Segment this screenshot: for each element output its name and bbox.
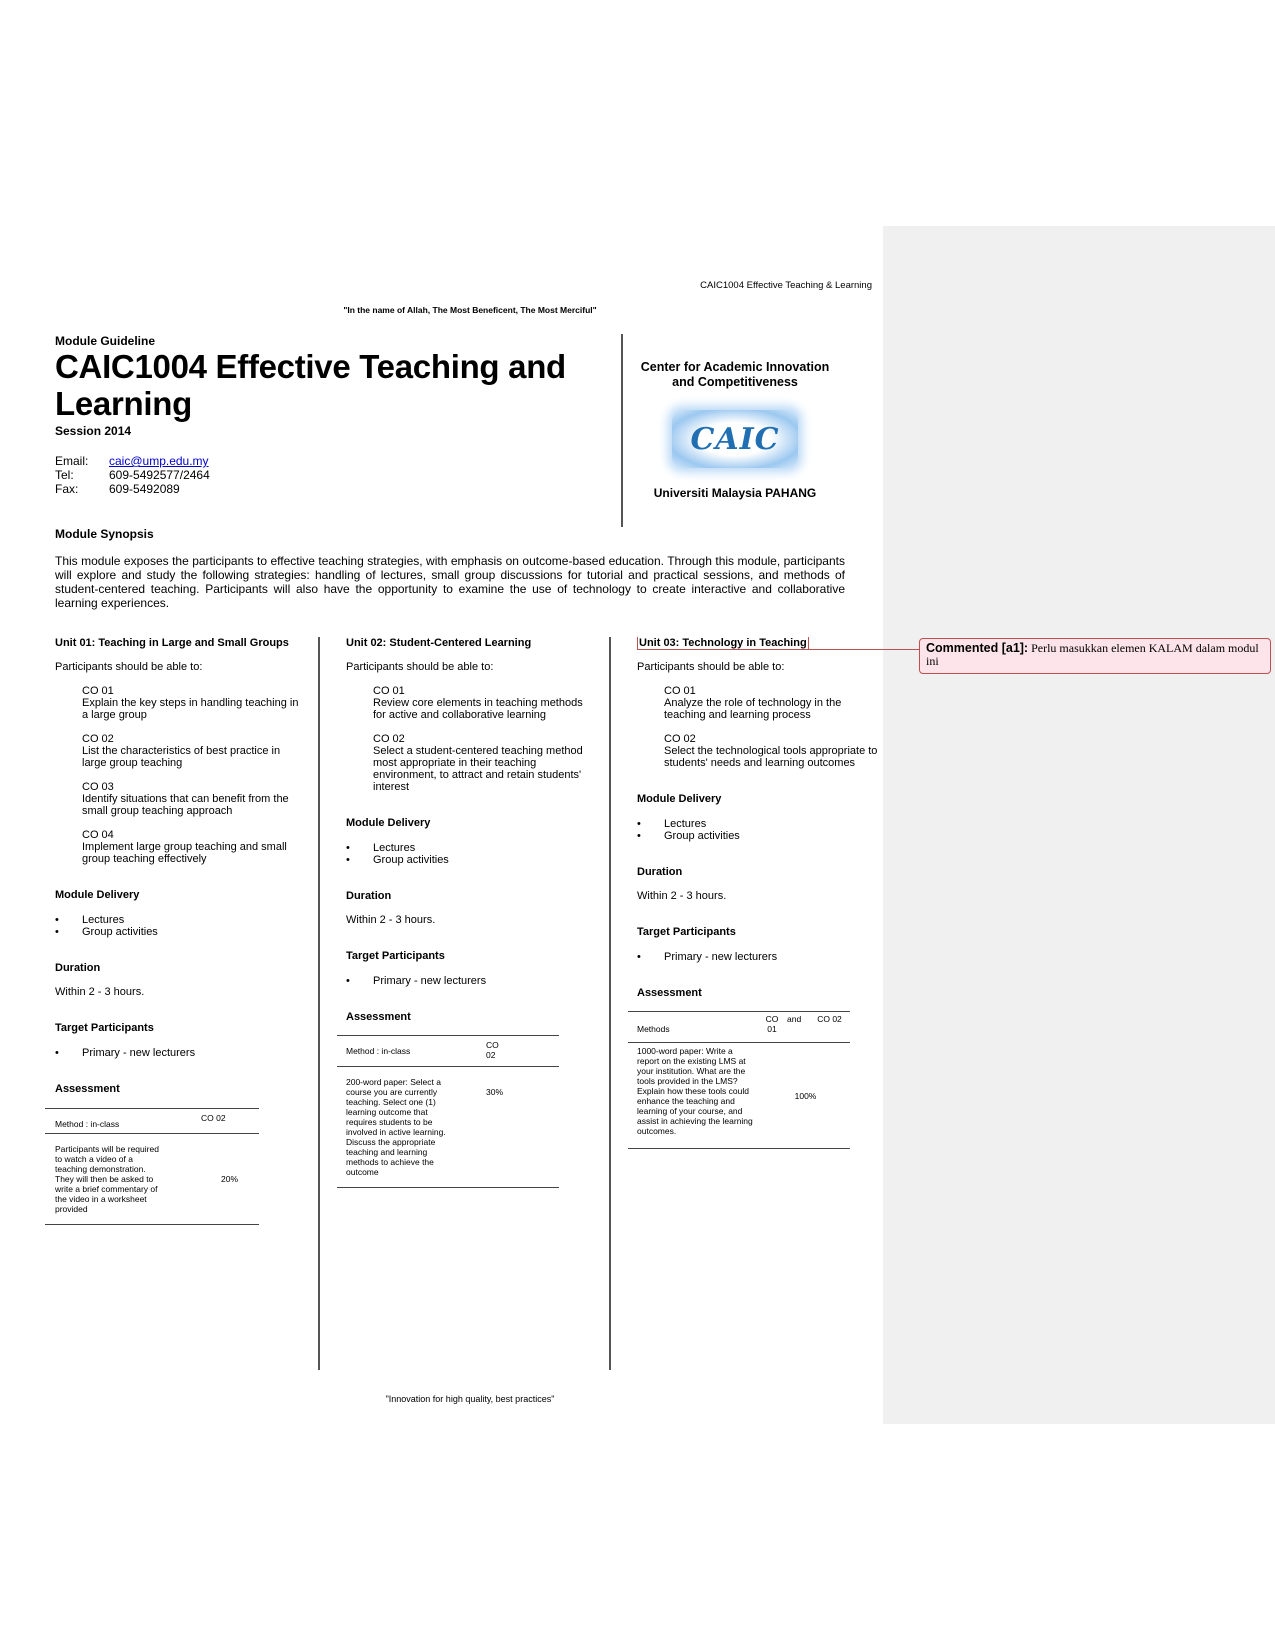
table-cell: 20%: [221, 1174, 239, 1184]
unit-02-column: [346, 637, 591, 1188]
target-heading: Target Participants: [346, 950, 445, 962]
unit-heading: Unit 01: Teaching in Large and Small Groups: [55, 637, 289, 649]
table-header: and: [787, 1014, 802, 1024]
tel-value: 609-5492577/2464: [109, 468, 210, 482]
unit-01-column: [55, 637, 300, 1225]
target-list: [637, 951, 882, 963]
co-text: Select the technological tools appropriate to students' needs and learning outcomes: [664, 745, 878, 769]
co-item: [82, 685, 300, 721]
table-row: [337, 1067, 559, 1188]
table-cell: 100%: [794, 1091, 817, 1101]
comment-pane: [883, 226, 1275, 1424]
email-link[interactable]: caic@ump.edu.my: [109, 454, 209, 468]
comment-author: Commented [a1]:: [926, 641, 1029, 655]
delivery-list: [346, 842, 591, 866]
duration-text: Within 2 - 3 hours.: [55, 986, 145, 998]
contact-block: [55, 454, 210, 496]
co-item: [664, 685, 882, 721]
tel-label: Tel:: [55, 468, 74, 482]
assessment-table: [628, 1011, 850, 1149]
synopsis-text: This module exposes the participants to effective teaching strategies, with emphasis on outcome-based education. Through this module, participants will explore and study the following strategies: handling of lectures, small group discussions for tutorial and practical sessions, and methods of student-centered teaching. Participants will also have the opportunity to examine the use of technology to create interactive and collaborative learning experiences.: [55, 554, 845, 610]
co-code: CO 01: [82, 685, 114, 697]
university-name: Universiti Malaysia PAHANG: [653, 486, 817, 500]
assessment-table: [337, 1035, 559, 1188]
table-header: Methods: [637, 1024, 670, 1034]
table-header: Method : in-class: [55, 1119, 120, 1129]
unit-intro: Participants should be able to:: [55, 661, 203, 673]
target-heading: Target Participants: [637, 926, 736, 938]
email-label: Email:: [55, 454, 89, 468]
fax-label: Fax:: [55, 482, 79, 496]
co-text: List the characteristics of best practice in large group teaching: [82, 745, 281, 769]
co-item: [373, 733, 591, 793]
delivery-heading: Module Delivery: [346, 817, 431, 829]
co-text: Identify situations that can benefit from the small group teaching approach: [82, 793, 289, 817]
co-item: [664, 733, 882, 769]
co-code: CO 02: [664, 733, 696, 745]
delivery-heading: Module Delivery: [55, 889, 140, 901]
duration-text: Within 2 - 3 hours.: [346, 914, 436, 926]
delivery-list: [637, 818, 882, 842]
assessment-table: [45, 1108, 259, 1225]
comment-text: Perlu masukkan elemen KALAM dalam modul ini: [926, 641, 1259, 668]
running-header: CAIC1004 Effective Teaching & Learning: [700, 280, 872, 291]
page-title: CAIC1004 Effective Teaching and Learning: [55, 348, 566, 422]
assessment-heading: Assessment: [346, 1011, 411, 1023]
target-list: [346, 975, 591, 987]
list-item: • Group activities: [55, 926, 158, 938]
column-divider-2: [609, 637, 611, 1370]
co-text: Analyze the role of technology in the teaching and learning process: [664, 697, 842, 721]
list-item: • Primary - new lecturers: [637, 951, 778, 963]
delivery-heading: Module Delivery: [637, 793, 722, 805]
logo-text: CAIC: [690, 421, 780, 457]
assessment-heading: Assessment: [55, 1083, 120, 1095]
table-row: [45, 1134, 259, 1225]
bismillah-line: "In the name of Allah, The Most Beneficent, The Most Merciful": [343, 305, 597, 315]
column-divider-1: [318, 637, 320, 1370]
assessment-heading: Assessment: [637, 987, 702, 999]
footer-tagline: "Innovation for high quality, best practices": [385, 1394, 555, 1404]
co-text: Review core elements in teaching methods for active and collaborative learning: [373, 697, 583, 721]
co-text: Implement large group teaching and small group teaching effectively: [82, 841, 287, 865]
co-code: CO 01: [373, 685, 405, 697]
co-text: Explain the key steps in handling teaching in a large group: [82, 697, 299, 721]
caic-logo: [672, 410, 798, 468]
table-header: Method : in-class: [346, 1046, 411, 1056]
unit-03-column: [637, 637, 882, 1149]
session-label: Session 2014: [55, 424, 132, 438]
list-item: • Lectures: [346, 842, 416, 854]
table-row: [628, 1043, 850, 1149]
list-item: • Lectures: [637, 818, 707, 830]
co-item: [82, 733, 300, 769]
co-text: Select a student-centered teaching method most appropriate in their teaching environment, to attract and retain students' interest: [373, 745, 583, 793]
duration-heading: Duration: [637, 866, 683, 878]
co-item: [373, 685, 591, 721]
table-cell: 200-word paper: Select a course you are currently teaching. Select one (1) learning outcome that requires students to be involved in active learning. Discuss the appropriate teaching and learning methods to achieve the outcome: [346, 1077, 446, 1177]
synopsis-heading: Module Synopsis: [55, 527, 154, 541]
co-code: CO 02: [82, 733, 114, 745]
list-item: • Lectures: [55, 914, 125, 926]
co-code: CO 03: [82, 781, 114, 793]
duration-heading: Duration: [55, 962, 101, 974]
co-code: CO 04: [82, 829, 114, 841]
list-item: • Primary - new lecturers: [55, 1047, 196, 1059]
header-divider: [621, 334, 623, 527]
list-item: • Group activities: [346, 854, 449, 866]
unit-heading: Unit 02: Student-Centered Learning: [346, 637, 532, 649]
target-heading: Target Participants: [55, 1022, 154, 1034]
co-item: [82, 781, 300, 817]
co-item: [82, 829, 300, 865]
delivery-list: [55, 914, 300, 938]
duration-text: Within 2 - 3 hours.: [637, 890, 727, 902]
duration-heading: Duration: [346, 890, 392, 902]
co-code: CO 01: [664, 685, 696, 697]
comment-balloon[interactable]: [919, 638, 1271, 674]
fax-value: 609-5492089: [109, 482, 180, 496]
unit-intro: Participants should be able to:: [637, 661, 785, 673]
table-cell: 1000-word paper: Write a report on the existing LMS at your institution. What are the tools provided in the LMS? Explain how these tools could enhance the teaching and learning of your course, and assist in achieving the learning outcomes.: [637, 1046, 753, 1136]
unit-heading: Unit 03: Technology in Teaching: [639, 637, 807, 649]
table-header: CO 02: [817, 1014, 842, 1024]
table-header: CO 01: [765, 1014, 779, 1034]
list-item: • Group activities: [637, 830, 740, 842]
unit-intro: Participants should be able to:: [346, 661, 494, 673]
table-cell: Participants will be required to watch a video of a teaching demonstration. They will then be asked to write a brief commentary of the video in a worksheet provided: [55, 1144, 159, 1214]
table-header: CO 02: [486, 1040, 499, 1060]
table-cell: 30%: [486, 1087, 504, 1097]
list-item: • Primary - new lecturers: [346, 975, 487, 987]
center-name: Center for Academic Innovation and Competitiveness: [640, 360, 830, 389]
co-code: CO 02: [373, 733, 405, 745]
table-header: CO 02: [201, 1113, 226, 1123]
module-label: Module Guideline: [55, 334, 156, 348]
target-list: [55, 1047, 300, 1059]
